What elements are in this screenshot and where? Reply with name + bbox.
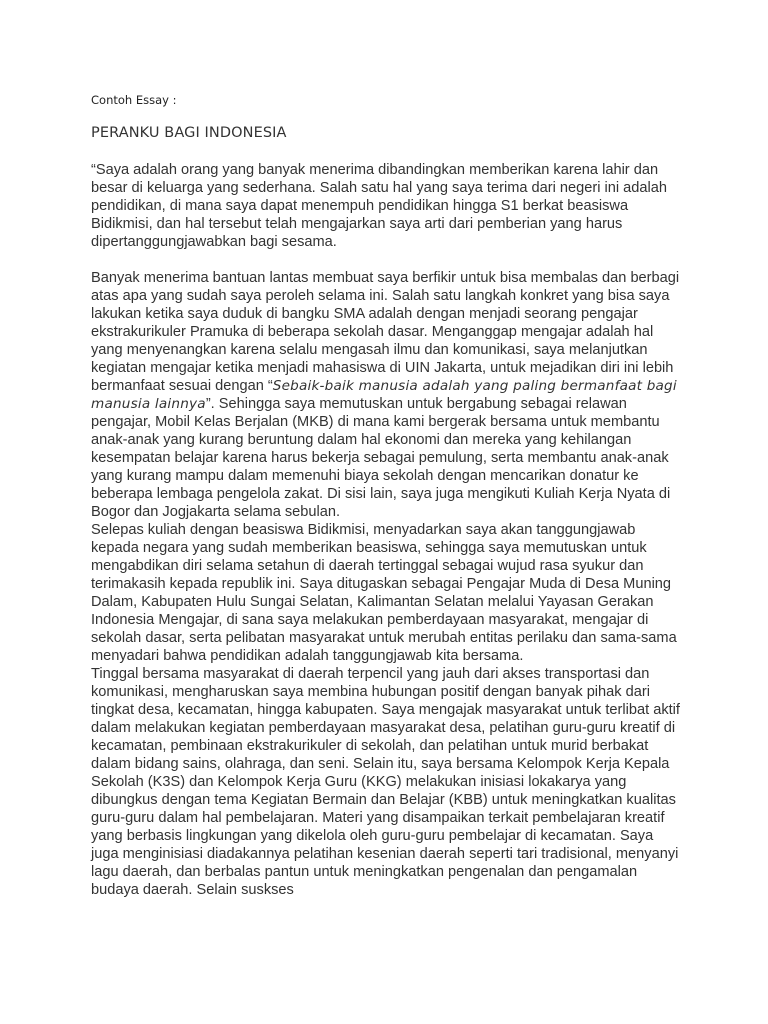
paragraph-1: “Saya adalah orang yang banyak menerima dibandingkan memberikan karena lahir dan besar di keluarga yang sederhana. Salah satu hal yang saya terima dari negeri ini adalah pendidikan, di mana saya dapat menempuh pendidikan hingga S1 berkat beasiswa Bidikmisi, dan hal tersebut telah mengajarkan saya arti dari pemberian yang harus dipertanggungjawabkan bagi sesama. [91,162,668,250]
essay-title: PERANKU BAGI INDONESIA [91,125,287,141]
paragraph-3: Selepas kuliah dengan beasiswa Bidikmisi, menyadarkan saya akan tanggungjawab kepada negara yang sudah memberikan beasiswa, sehingga saya memutuskan untuk mengabdikan diri selama setahun di daerah tertinggal sebagai wujud rasa syukur dan terimakasih kepada republik ini. Saya ditugaskan sebagai Pengajar Muda di Desa Muning Dalam, Kabupaten Hulu Sungai Selatan, Kalimantan Selatan melalui Yayasan Gerakan Indonesia Mengajar, di sana saya melakukan pemberdayaan masyarakat, mengajar di sekolah dasar, serta pelibatan masyarakat untuk merubah entitas perilaku dan sama-sama menyadari bahwa pendidikan adalah tanggungjawab kita bersama. [91,522,677,664]
essay-label: Contoh Essay : [91,93,177,107]
paragraph-2 [91,269,681,521]
paragraph-2-text-end: ”. Sehingga saya memutuskan untuk bergabung sebagai relawan pengajar, Mobil Kelas Berjalan (MKB) di mana kami bergerak bersama untuk membantu anak-anak yang kurang beruntung dalam hal ekonomi dan mereka yang kehilangan kesempatan belajar karena harus bekerja sebagai pemulung, serta membantu anak-anak yang kurang mampu dalam memenuhi biaya sekolah dengan mencarikan donatur ke beberapa lembaga pengelola zakat. Di sisi lain, saya juga mengikuti Kuliah Kerja Nyata di Bogor dan Jogjakarta selama sebulan. [91,396,671,520]
essay-body [91,161,681,899]
paragraph-gap [91,251,681,269]
paragraph-2-text-start: Banyak menerima bantuan lantas membuat saya berfikir untuk bisa membalas dan berbagi atas apa yang sudah saya peroleh selama ini. Salah satu langkah konkret yang bisa saya lakukan ketika saya duduk di bangku SMA adalah dengan menjadi seorang pengajar ekstrakurikuler Pramuka di beberapa sekolah dasar. Menganggap mengajar adalah hal yang menyenangkan karena selalu mengasah ilmu dan komunikasi, saya melanjutkan kegiatan mengajar ketika menjadi mahasiswa di UIN Jakarta, untuk mejadikan diri ini lebih bermanfaat sesuai dengan “ [91,270,680,394]
paragraph-2-quote: Sebaik-baik manusia adalah yang paling bermanfaat bagi manusia lainnya [91,378,677,412]
paragraph-4: Tinggal bersama masyarakat di daerah terpencil yang jauh dari akses transportasi dan komunikasi, mengharuskan saya membina hubungan positif dengan banyak pihak dari tingkat desa, kecamatan, hingga kabupaten. Saya mengajak masyarakat untuk terlibat aktif dalam melakukan kegiatan pemberdayaan masyarakat desa, pelatihan guru-guru kreatif di kecamatan, pembinaan ekstrakurikuler di sekolah, dan pelatihan untuk murid berbakat dalam bidang sains, olahraga, dan seni. Selain itu, saya bersama Kelompok Kerja Kepala Sekolah (K3S) dan Kelompok Kerja Guru (KKG) melakukan inisiasi lokakarya yang dibungkus dengan tema Kegiatan Bermain dan Belajar (KBB) untuk meningkatkan kualitas guru-guru dalam hal pembelajaran. Materi yang disampaikan terkait pembelajaran kreatif yang berbasis lingkungan yang dikelola oleh guru-guru pembelajar di kecamatan. Saya juga menginisiasi diadakannya pelatihan kesenian daerah seperti tari tradisional, menyanyi lagu daerah, dan berbalas pantun untuk meningkatkan pengenalan dan pengamalan budaya daerah. Selain suskses [91,666,680,898]
